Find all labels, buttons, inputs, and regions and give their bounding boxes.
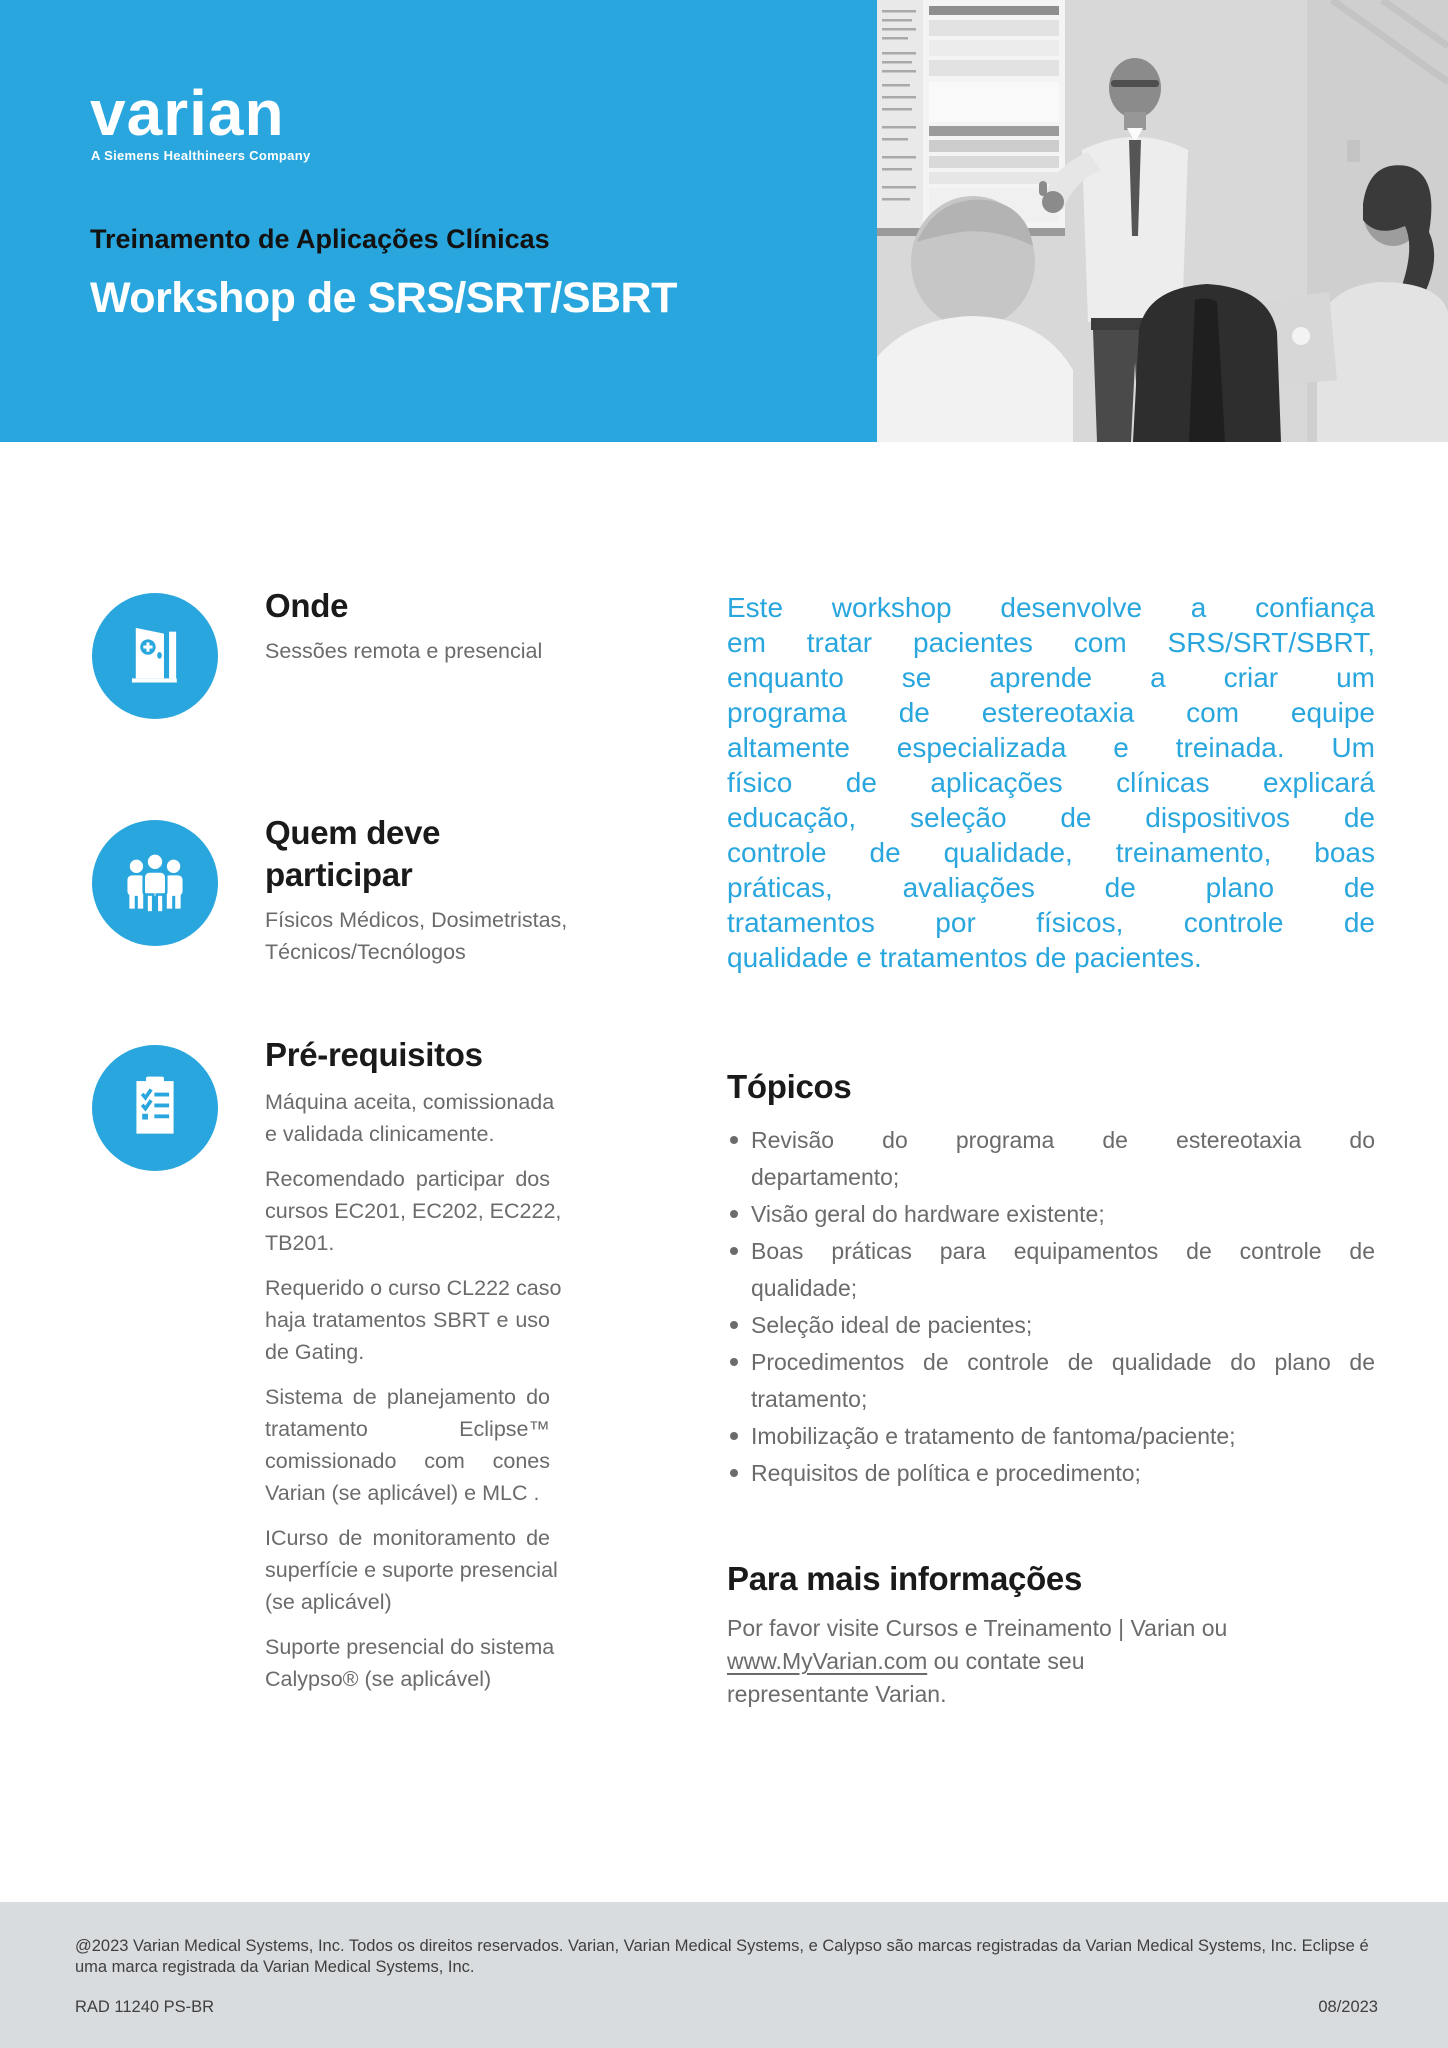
footer <box>0 1902 1448 2048</box>
issue-date: 08/2023 <box>1318 1998 1378 2016</box>
list-item: Requisitos de política e procedimento; <box>727 1455 1375 1492</box>
bullet-dot-icon <box>730 1247 738 1255</box>
classroom-photo <box>877 0 1448 442</box>
page-title: Workshop de SRS/SRT/SBRT <box>90 274 677 322</box>
intro-paragraph: Este workshop desenvolve a confiança em tratar pacientes com SRS/SRT/SBRT, enquanto se aprende a criar um programa de estereotaxia com equipe altamente especializada e treinada. Um físico de aplicações clínicas explicará educação, seleção de dispositivos de controle de qualidade, treinamento, boas práticas, avaliações de plano de tratamentos por físicos, controle de qualidade e tratamentos de pacientes. <box>727 592 1375 973</box>
more-info-text: Por favor visite Cursos e Treinamento | Varian ou <box>727 1615 1228 1641</box>
door-icon <box>92 593 218 719</box>
more-info-heading: Para mais informações <box>727 1560 1083 1597</box>
list-item: Procedimentos de controle de qualidade do plano de tratamento; <box>727 1344 1375 1418</box>
document-id: RAD 11240 PS-BR <box>75 1998 215 2016</box>
prereq-paragraph: ICurso de monitoramento de superfície e suporte presencial (se aplicável) <box>265 1526 558 1614</box>
header-banner <box>0 0 877 442</box>
varian-logo: varian <box>90 77 285 149</box>
bullet-dot-icon <box>730 1358 738 1366</box>
list-item: Imobilização e tratamento de fantoma/paciente; <box>727 1418 1375 1455</box>
section-onde-heading: Onde <box>265 587 349 624</box>
topics-list <box>727 1122 1375 1492</box>
more-info-section <box>727 1558 1347 1711</box>
header-eyebrow: Treinamento de Aplicações Clínicas <box>90 224 550 254</box>
prereq-paragraph: Suporte presencial do sistema Calypso® (se aplicável) <box>265 1635 555 1691</box>
section-quem <box>265 812 568 968</box>
copyright-text: @2023 Varian Medical Systems, Inc. Todos os direitos reservados. Varian, Varian Medical Systems, e Calypso são marcas registradas da Varian Medical Systems, Inc. Eclipse é uma marca registrada da Varian Medical Systems, Inc. <box>75 1937 1369 1976</box>
list-item: Revisão do programa de estereotaxia do departamento; <box>727 1122 1375 1196</box>
prereq-paragraph: Sistema de planejamento do tratamento Eclipse™ comissionado com cones Varian (se aplicável) e MLC . <box>265 1385 550 1505</box>
section-onde-body: Sessões remota e presencial <box>265 639 543 663</box>
section-prereq <box>265 1034 562 1708</box>
bullet-dot-icon <box>730 1136 738 1144</box>
more-info-text: representante Varian. <box>727 1681 947 1707</box>
more-info-body <box>727 1612 1347 1711</box>
section-onde <box>265 585 550 667</box>
list-item: Visão geral do hardware existente; <box>727 1196 1375 1233</box>
prereq-paragraph: Recomendado participar dos cursos EC201, EC202, EC222, TB201. <box>265 1167 562 1255</box>
checklist-icon <box>92 1045 218 1171</box>
bullet-dot-icon <box>730 1469 738 1477</box>
bullet-dot-icon <box>730 1210 738 1218</box>
prereq-paragraph: Requerido o curso CL222 caso haja tratamentos SBRT e uso de Gating. <box>265 1276 562 1364</box>
topics-section <box>727 1066 1375 1492</box>
list-item: Seleção ideal de pacientes; <box>727 1307 1375 1344</box>
list-item: Boas práticas para equipamentos de controle de qualidade; <box>727 1233 1375 1307</box>
section-prereq-heading: Pré-requisitos <box>265 1036 483 1073</box>
header-photo <box>877 0 1448 442</box>
bullet-dot-icon <box>730 1432 738 1440</box>
topics-heading: Tópicos <box>727 1068 852 1105</box>
more-info-line <box>727 1678 1347 1711</box>
people-icon <box>92 820 218 946</box>
section-quem-body: Físicos Médicos, Dosimetristas, Técnicos/Tecnólogos <box>265 908 568 964</box>
bullet-dot-icon <box>730 1321 738 1329</box>
more-info-line <box>727 1612 1347 1645</box>
myvarian-link[interactable]: www.MyVarian.com <box>727 1648 928 1674</box>
logo-tagline: A Siemens Healthineers Company <box>91 148 311 163</box>
section-quem-heading: Quem deve participar <box>265 814 441 893</box>
more-info-line <box>727 1645 1347 1678</box>
prereq-paragraph: Máquina aceita, comissionada e validada clinicamente. <box>265 1090 555 1146</box>
more-info-text: ou contate seu <box>927 1648 1085 1674</box>
